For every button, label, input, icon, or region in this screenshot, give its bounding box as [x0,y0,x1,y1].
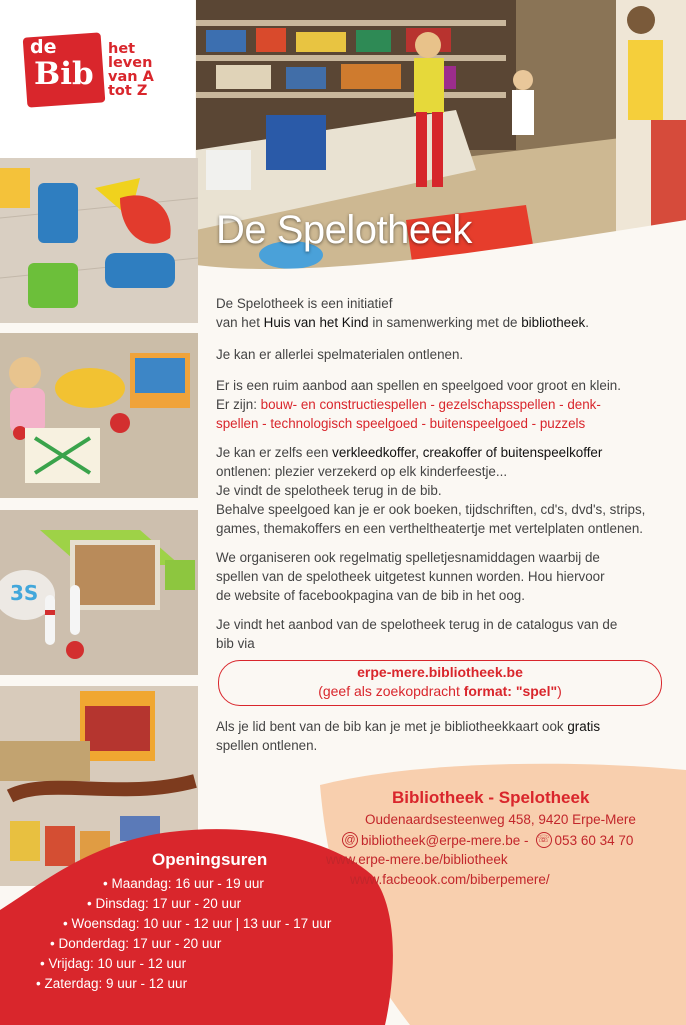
intro-huis: Huis van het Kind [263,315,369,330]
hours-wednesday: • Woensdag: 10 uur - 12 uur | 13 uur - 17 uur [63,916,332,931]
p6-line-2: bib via [216,636,255,651]
hours-day: Maandag: 16 uur - 19 uur [111,876,264,891]
catalogue-hint [219,682,661,701]
p5-line-2: spellen van de spelotheek uitgetest kunnen worden. Hou hiervoor [216,569,605,584]
contact-email-phone [342,832,633,848]
p5-line-3: de website of facebookpagina van de bib in het oog. [216,588,525,603]
p7-text: Als je lid bent van de bib kan je met je bibliotheekkaart ook [216,719,568,734]
hours-day: Donderdag: 17 uur - 20 uur [58,936,222,951]
email-link[interactable]: bibliotheek@erpe-mere.be - [361,832,529,848]
intro-line-1: De Spelotheek is een initiatief [216,296,393,311]
p7-line-2: spellen ontlenen. [216,738,318,753]
tagline-line: leven [108,55,153,71]
intro-bib: bibliotheek [521,315,586,330]
tagline-line: tot Z [108,83,148,99]
p6-line-1: Je vindt het aanbod van de spelotheek terug in de catalogus van de [216,617,618,632]
contact-address: Oudenaardsesteenweg 458, 9420 Erpe-Mere [365,812,636,827]
hours-day: Zaterdag: 9 uur - 12 uur [44,976,188,991]
hours-monday: • Maandag: 16 uur - 19 uur [103,876,264,891]
hours-day: Vrijdag: 10 uur - 12 uur [48,956,187,971]
hint-text: (geef als zoekopdracht [318,683,464,699]
phone-number[interactable]: 053 60 34 70 [554,832,634,848]
hours-day: Woensdag: 10 uur - 12 uur | 13 uur - 17 uur [71,916,332,931]
tagline-line: het [108,41,136,57]
logo-tagline [108,42,154,98]
tagline-line: van A [108,69,154,85]
p3-highlight: bouw- en constructiespellen - gezelschapsspellen - denk- [260,397,601,412]
svg-text:3S: 3S [10,581,39,605]
page-title: De Spelotheek [216,208,472,252]
hours-friday: • Vrijdag: 10 uur - 12 uur [40,956,187,971]
hint-format: format: "spel" [463,683,558,699]
intro-text: van het [216,315,264,330]
photo-toys-2-illustration [0,333,198,498]
intro-line-2 [216,314,589,332]
phone-icon: ☏ [536,832,552,848]
p4-line-3: Je vindt de spelotheek terug in de bib. [216,483,442,498]
photo-toys-2 [0,333,198,498]
p5-line-1: We organiseren ook regelmatig spelletjesnamiddagen waarbij de [216,550,600,565]
photo-toys-1-illustration [0,158,198,323]
intro-text: . [585,315,589,330]
hint-text: ) [557,683,562,699]
website-link[interactable]: www.erpe-mere.be/bibliotheek [326,852,508,867]
catalogue-url[interactable]: erpe-mere.bibliotheek.be [357,664,523,680]
p4-line-1 [216,444,602,462]
hours-saturday: • Zaterdag: 9 uur - 12 uur [36,976,188,991]
logo-de: de [30,36,57,58]
hours-day: Dinsdag: 17 uur - 20 uur [95,896,242,911]
hours-thursday: • Donderdag: 17 uur - 20 uur [50,936,222,951]
p4-koffers: verkleedkoffer, creakoffer of buitenspeelkoffer [332,445,603,460]
facebook-link[interactable]: www.facbeook.com/biberpemere/ [350,872,550,887]
p3-text: Er zijn: [216,397,261,412]
at-icon: @ [342,832,358,848]
p3-line-2 [216,396,601,414]
contact-title: Bibliotheek - Spelotheek [392,788,590,807]
logo-bib: Bib [34,56,94,92]
p3-line-3: spellen - technologisch speelgoed - buitenspeelgoed - puzzels [216,416,586,431]
intro-text: in samenwerking met de [368,315,522,330]
hours-tuesday: • Dinsdag: 17 uur - 20 uur [87,896,242,911]
hours-title: Openingsuren [152,850,268,869]
p7-line-1 [216,718,600,736]
photo-toys-3 [0,510,198,675]
p4-text: Je kan er zelfs een [216,445,333,460]
p7-gratis: gratis [567,719,601,734]
p4-line-2: ontlenen: plezier verzekerd op elk kinderfeestje... [216,464,508,479]
p4-line-4: Behalve speelgoed kan je er ook boeken, tijdschriften, cd's, dvd's, strips, [216,502,646,517]
photo-toys-3-illustration [0,510,198,675]
paragraph-ontlenen: Je kan er allerlei spelmaterialen ontlenen. [216,347,464,362]
catalogue-link-box[interactable] [218,660,662,706]
p3-line-1: Er is een ruim aanbod aan spellen en speelgoed voor groot en klein. [216,378,621,393]
p4-line-5: games, themakoffers en een vertheltheatertje met vertelplaten ontlenen. [216,521,644,536]
photo-toys-1 [0,158,198,323]
